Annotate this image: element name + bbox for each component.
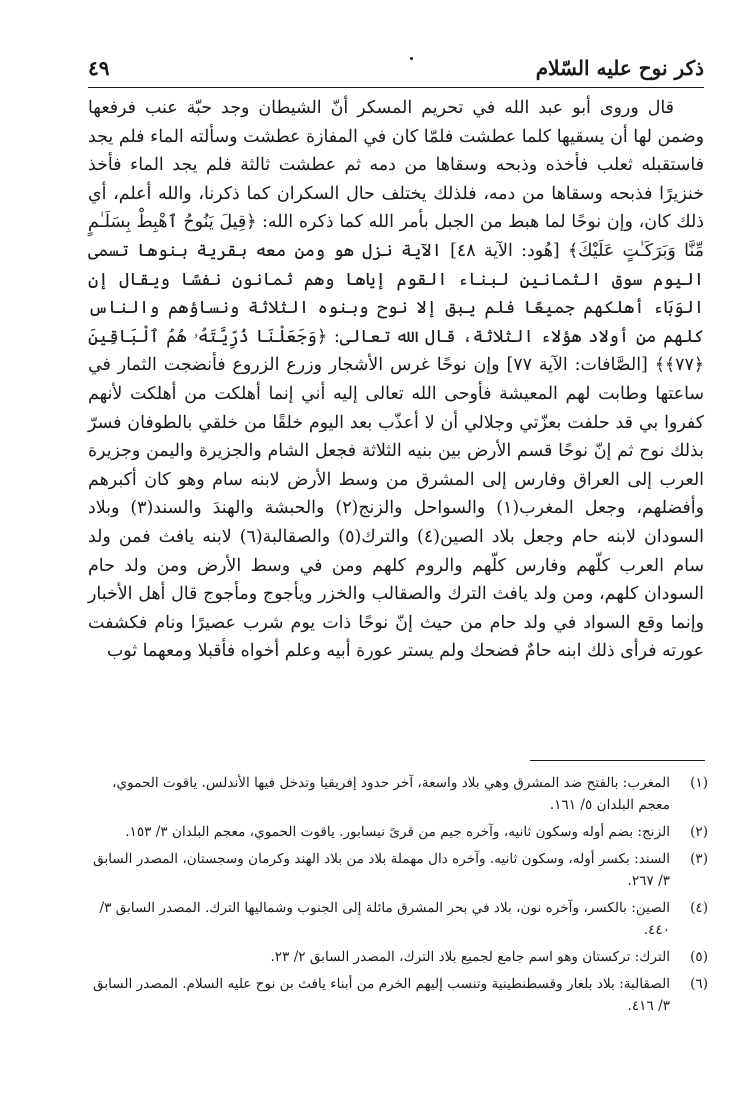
footnote-number: (٥) <box>690 949 708 965</box>
page-number: ٤٩ <box>88 56 110 80</box>
footnote-separator <box>530 760 705 761</box>
header-rule <box>88 87 704 88</box>
footnote-text: الصين: بالكسر، وآخره نون، بلاد في بحر المشرق مائلة إلى الجنوب وشماليها الترك. المصدر السابق ٣/ ٤٤٠. <box>99 900 670 938</box>
footnote-text: السند: بكسر أوله، وسكون ثانيه. وآخره دال مهملة بلاد من بلاد الهند وكرمان وسجستان، المصدر السابق ٣/ ٢٦٧. <box>93 851 670 889</box>
footnote-6 <box>88 973 708 1017</box>
body-paragraph: قال وروى أبو عبد الله في تحريم المسكر أنّ الشيطان وجد حبّة عنب فرفعها وضمن لها أن يسقيها كلما عطشت فلمّا كان في المفازة عطشت وسألته الماء فلم يجد فاستقبله ثعلب فأخذه وذبحه وسقاها من دمه ثم عطشت ثالثة فلم يجد الماء فأخذ خنزيرًا فذبحه وسقاها من دمه، فلذلك يختلف حال السكران كما ذكرنا، والله أعلم، أي ذلك كان، وإن نوحًا لما هبط من الجبل بأمر الله كما ذكره الله: ﴿قِيلَ يَنُوحُ ٱهْبِطْ بِسَلَـٰمٍ مِّنَّا وَبَرَكَـٰتٍ عَلَيْكَ﴾ [هُود: الآية ٤٨] الآية نزل هو ومن معه بقرية بنوها تسمى اليوم سوق الثمانين لبناء القوم إياها وهم ثمانون نفسًا ويقال إن الوَبَاء أهلكهم جميعًا فلم يبق إلا نوح وبنوه الثلاثة ونساؤهم والناس كلهم من أولاد هؤلاء الثلاثة، قال الله تعالى: ﴿وَجَعَلْنَا ذُرِّيَّتَهُۥ هُمُ ٱلْبَاقِينَ ﴿٧٧﴾﴾ [الصَّافات: الآية ٧٧] وإن نوحًا غرس الأشجار وزرع الزروع فأنضجت الثمار في ساعتها وطابت لهم المعيشة فأوحى الله تعالى إليه أني إنما أهلكت من أهلكت لأنهم كفروا بي قد حلفت بعزّتي وجلالي أن لا أعذّب بعد اليوم خلقًا من خلقي بالطوفان فسرّ بذلك نوح ثم إنّ نوحًا قسم الأرض بين بنيه الثلاثة فجعل الشام والجزيرة واليمن وجزيرة العرب إلى العراق وفارس إلى المشرق من وسط الأرض لابنه سام وهو كان أكبرهم وأفضلهم، وجعل المغرب(١) والسواحل والزنج(٢) والحبشة والهندَ والسند(٣) وبلاد السودان لابنه حام وجعل بلاد الصين(٤) والترك(٥) والصقالبة(٦) لابنه يافث فمن ولد سام العرب كلّهم وفارس كلّهم والروم كلهم ومن في وسط الأرض ومن ولد حام السودان كلهم، ومن ولد يافث الترك والصقالب والخزر ويأجوج ومأجوج قال أهل الأخبار وإنما وقع السواد في ولد حام من حيث إنّ نوحًا ذات يوم شرب عصيرًا ونام فكشفت عورته فرأى ذلك ابنه حامٌ فضحك ولم يستر عورة أبيه وعلم أخواه فأقبلا ومعهما ثوب <box>88 98 704 662</box>
chapter-title: ذكر نوح عليه السّلام <box>535 56 704 80</box>
footnote-2 <box>88 821 708 843</box>
footnote-text: الترك: تركستان وهو اسم جامع لجميع بلاد الترك، المصدر السابق ٢/ ٢٣. <box>270 949 670 965</box>
main-text <box>88 94 704 666</box>
footnote-text: الصقالبة: بلاد بلغار وقسطنطينية وتنسب إليهم الخرم من أبناء يافث بن نوح عليه السلام. المصدر السابق ٣/ ٤١٦. <box>93 976 670 1014</box>
footnote-number: (٤) <box>690 900 708 916</box>
footnotes <box>88 772 708 1022</box>
footnote-3 <box>88 848 708 892</box>
footnote-1 <box>88 772 708 816</box>
footnote-number: (٢) <box>690 824 708 840</box>
footnote-number: (٦) <box>690 976 708 992</box>
running-header <box>88 48 704 88</box>
footnote-5 <box>88 946 708 968</box>
footnote-text: الزنج: بضم أوله وسكون ثانيه، وآخره جيم من قرىً نيسابور. ياقوت الحموي، معجم البلدان ٣/ ١٥٣. <box>125 824 670 840</box>
header-dot <box>410 57 413 60</box>
footnote-number: (٣) <box>690 851 708 867</box>
footnote-text: المغرب: بالفتح ضد المشرق وهي بلاد واسعة، آخر حدود إفريقيا وتدخل فيها الأندلس. ياقوت الحموي، معجم البلدان ٥/ ١٦١. <box>112 775 670 813</box>
footnote-4 <box>88 897 708 941</box>
footnote-number: (١) <box>690 775 708 791</box>
